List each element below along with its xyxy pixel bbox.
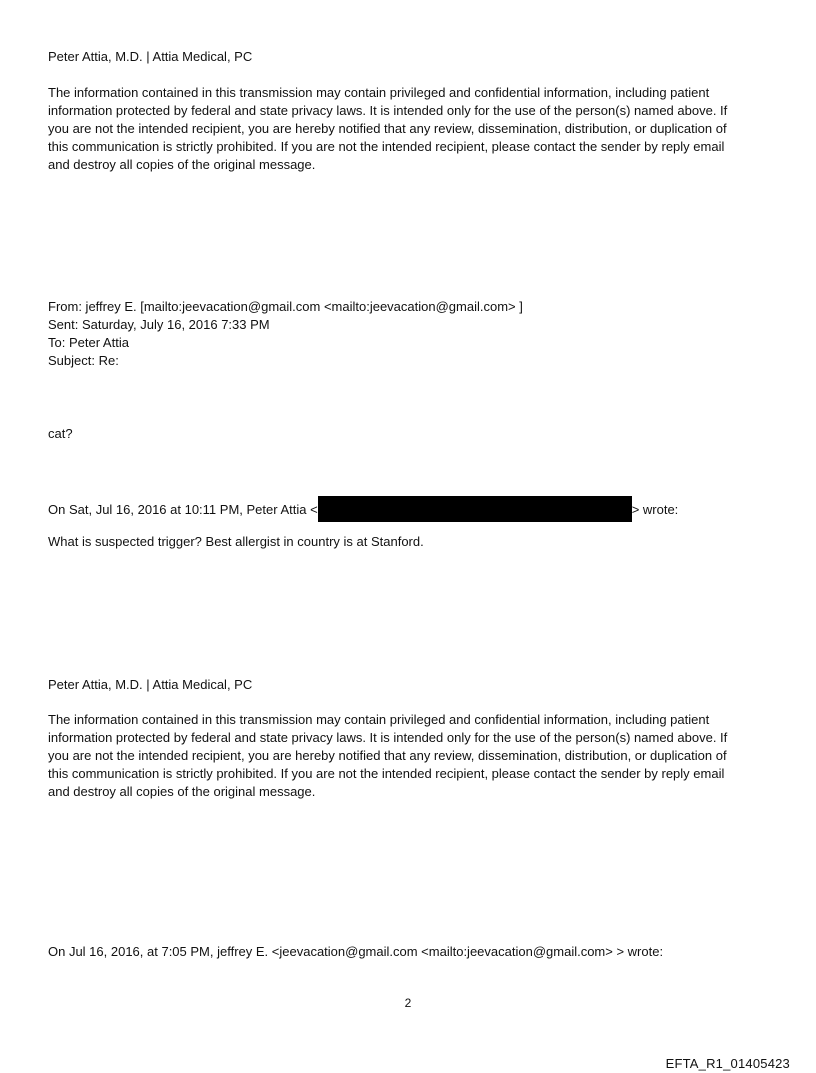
quote-header-prefix: On Sat, Jul 16, 2016 at 10:11 PM, Peter Attia < <box>48 502 318 517</box>
document-id: EFTA_R1_01405423 <box>665 1056 790 1071</box>
email-header <box>48 298 778 370</box>
quote-header-1 <box>48 496 778 522</box>
header-sent: Sent: Saturday, July 16, 2016 7:33 PM <box>48 317 270 332</box>
disclaimer-line: this communication is strictly prohibited. If you are not the intended recipient, please contact the sender by reply email <box>48 766 725 781</box>
reply-text: cat? <box>48 426 73 441</box>
disclaimer-line: The information contained in this transmission may contain privileged and confidential information, including patient <box>48 712 710 727</box>
header-subject: Subject: Re: <box>48 353 119 368</box>
disclaimer-1 <box>48 84 778 174</box>
quote-header-suffix: > wrote: <box>631 502 679 517</box>
signature-name-text: Peter Attia, M.D. | Attia Medical, PC <box>48 677 253 692</box>
signature-name-2 <box>48 676 778 694</box>
disclaimer-line: you are not the intended recipient, you are hereby notified that any review, dissemination, distribution, or duplication of <box>48 748 727 763</box>
quote-header-line <box>48 496 778 522</box>
disclaimer-line: and destroy all copies of the original message. <box>48 157 316 172</box>
disclaimer-line: this communication is strictly prohibited. If you are not the intended recipient, please contact the sender by reply email <box>48 139 725 154</box>
signature-name-text: Peter Attia, M.D. | Attia Medical, PC <box>48 49 253 64</box>
disclaimer-line: information protected by federal and state privacy laws. It is intended only for the use of the person(s) named above. If <box>48 730 728 745</box>
page-number: 2 <box>404 996 412 1010</box>
quote-header-2 <box>48 943 778 961</box>
quoted-message <box>48 533 778 551</box>
header-from: From: jeffrey E. [mailto:jeevacation@gmail.com <mailto:jeevacation@gmail.com> ] <box>48 299 523 314</box>
disclaimer-line: The information contained in this transmission may contain privileged and confidential information, including patient <box>48 85 710 100</box>
reply-body <box>48 425 778 443</box>
quote-header-2-text: On Jul 16, 2016, at 7:05 PM, jeffrey E. <jeevacation@gmail.com <mailto:jeevacation@gmail.com> > wrote: <box>48 944 664 959</box>
redaction-bar <box>318 496 632 522</box>
disclaimer-line: and destroy all copies of the original message. <box>48 784 316 799</box>
disclaimer-line: you are not the intended recipient, you are hereby notified that any review, dissemination, distribution, or duplication of <box>48 121 727 136</box>
disclaimer-2 <box>48 711 778 801</box>
signature-name-1 <box>48 48 778 66</box>
header-to: To: Peter Attia <box>48 335 129 350</box>
disclaimer-line: information protected by federal and state privacy laws. It is intended only for the use of the person(s) named above. If <box>48 103 728 118</box>
quoted-message-text: What is suspected trigger? Best allergist in country is at Stanford. <box>48 534 424 549</box>
